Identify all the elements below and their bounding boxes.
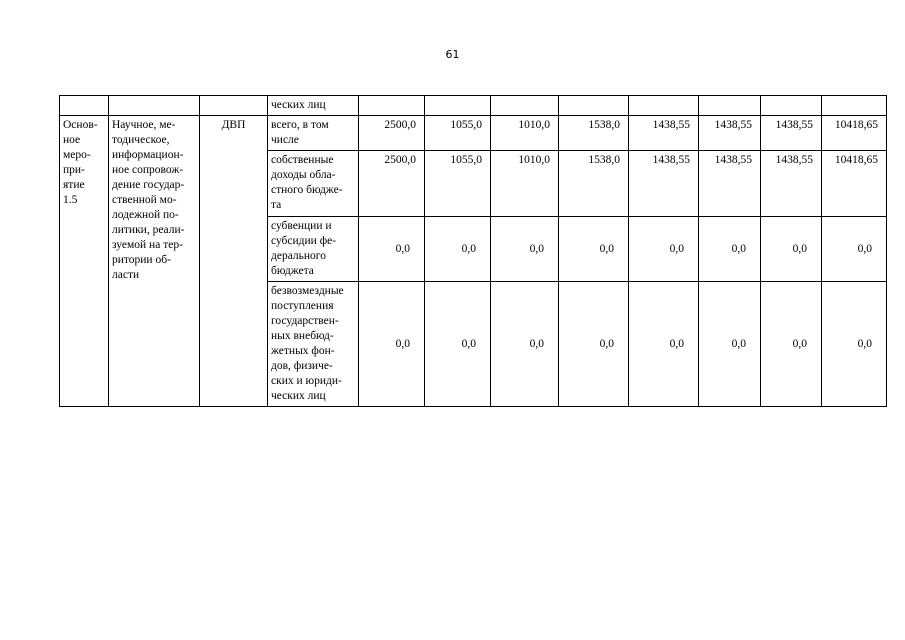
value-cell: 0,0: [359, 282, 425, 407]
value-cell: 0,0: [359, 217, 425, 282]
value-cell: 1438,55: [629, 151, 699, 217]
table-cell: [359, 96, 425, 116]
source-cell: собственные доходы обла- стного бюдже- та: [268, 151, 359, 217]
table-cell: [200, 96, 268, 116]
table-cell: [822, 96, 887, 116]
source-cell: безвозмездные поступления государствен- ных внебюд- жетных фон- дов, физиче- ских и юриди- ческих лиц: [268, 282, 359, 407]
value-cell: 0,0: [425, 282, 491, 407]
value-cell: 10418,65: [822, 151, 887, 217]
source-cell: всего, в том числе: [268, 116, 359, 151]
activity-name-cell: Основ- ное меро- при- ятие 1.5: [60, 116, 109, 407]
value-cell: 10418,65: [822, 116, 887, 151]
value-cell: 0,0: [491, 282, 559, 407]
table-cell: [491, 96, 559, 116]
value-cell: 0,0: [822, 282, 887, 407]
value-cell: 1055,0: [425, 116, 491, 151]
table-cell: [761, 96, 822, 116]
value-cell: 0,0: [822, 217, 887, 282]
value-cell: 0,0: [629, 217, 699, 282]
value-cell: 0,0: [559, 217, 629, 282]
value-cell: 1438,55: [761, 116, 822, 151]
table-cell: [109, 96, 200, 116]
value-cell: 0,0: [559, 282, 629, 407]
value-cell: 0,0: [425, 217, 491, 282]
table-row: [60, 116, 887, 151]
table-cell: [559, 96, 629, 116]
value-cell: 1438,55: [761, 151, 822, 217]
value-cell: 1010,0: [491, 116, 559, 151]
value-cell: 0,0: [761, 217, 822, 282]
table-cell: [629, 96, 699, 116]
executor-cell: ДВП: [200, 116, 268, 407]
value-cell: 0,0: [491, 217, 559, 282]
table-row-continuation: [60, 96, 887, 116]
source-cell: субвенции и субсидии фе- дерального бюджета: [268, 217, 359, 282]
table-cell: [425, 96, 491, 116]
value-cell: 1538,0: [559, 151, 629, 217]
value-cell: 1438,55: [699, 116, 761, 151]
table-cell: [699, 96, 761, 116]
value-cell: 1010,0: [491, 151, 559, 217]
budget-table: [59, 95, 887, 407]
value-cell: 2500,0: [359, 151, 425, 217]
value-cell: 0,0: [699, 217, 761, 282]
value-cell: 1055,0: [425, 151, 491, 217]
source-cell: ческих лиц: [268, 96, 359, 116]
value-cell: 0,0: [761, 282, 822, 407]
value-cell: 1438,55: [629, 116, 699, 151]
value-cell: 1538,0: [559, 116, 629, 151]
value-cell: 0,0: [699, 282, 761, 407]
page-number: 61: [445, 48, 460, 61]
value-cell: 1438,55: [699, 151, 761, 217]
value-cell: 0,0: [629, 282, 699, 407]
value-cell: 2500,0: [359, 116, 425, 151]
activity-description-cell: Научное, ме- тодическое, информацион- ное сопровож- дение государ- ственной мо- лодежной по- литики, реали- зуемой на тер- ритории об- ласти: [109, 116, 200, 407]
table-cell: [60, 96, 109, 116]
